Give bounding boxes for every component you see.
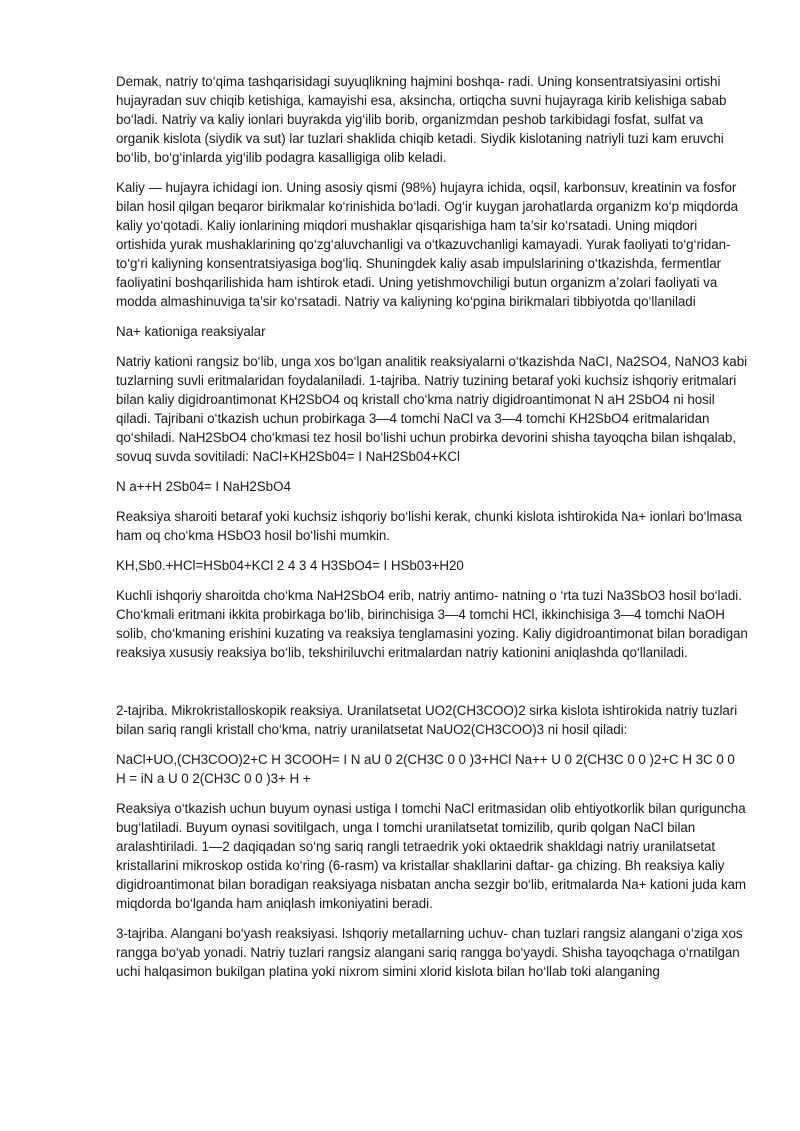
equation-uranyl-acetate: NaCl+UO,(CH3COO)2+C H 3COOH= I N aU 0 2(CH3C 0 0 )3+HCl Na++ U 0 2(CH3C 0 0 )2+C H 3C 0 0 H = iN a U 0 2(CH3C 0 0 )3+ H + xyxy=(116,752,735,786)
paragraph-experiment-3: 3-tajriba. Alangani bo‘yash reaksiyasi. Ishqoriy metallarning uchuv- chan tuzlari rangsiz alangani o‘ziga xos rangga bo‘yab yonadi. Natriy tuzlari rangsiz alangani sariq rangga bo‘yaydi. Shisha tayoqchaga o‘rnatilgan uchi halqasimon bukilgan platina yoki nixrom simini xlorid kislota bilan ho‘llab toki alanganing xyxy=(116,926,743,979)
equation-ionic-na-sbo4: N a++H 2Sb04= I NaH2SbO4 xyxy=(116,479,291,494)
paragraph-reaction-conditions: Reaksiya sharoiti betaraf yoki kuchsiz ishqoriy bo‘lishi kerak, chunki kislota ishtirokida Na+ ionlari bo‘lmasa ham oq cho‘kma HSbO3 hosil bo‘lishi mumkin. xyxy=(116,509,742,543)
paragraph-sodium-fluid-balance: Demak, natriy to‘qima tashqarisidagi suyuqlikning hajmini boshqa- radi. Uning konsentratsiyasini ortishi hujayradan suv chiqib ketishiga, kamayishi esa, aksincha, ortiqcha suvni hujayraga kirib kelishiga sabab bo‘ladi. Natriy va kaliy ionlari buyrakda yig‘ilib borib, organizmdan peshob tarkibidagi fosfat, sulfat va organik kislota (siydik va sut) lar tuzlari shaklida chiqib ketadi. Siydik kislotaning natriyli tuzi kam eruvchi bo‘lib, bo‘g‘inlarda yig‘ilib podagra kasalligiga olib keladi. xyxy=(116,74,727,165)
section-heading-na-cation-reactions: Na+ kationiga reaksiyalar xyxy=(116,324,266,339)
document-page xyxy=(116,72,748,992)
paragraph-experiment-1: Natriy kationi rangsiz bo‘lib, unga xos bo‘lgan analitik reaksiyalarni o‘tkazishda NaCI, Na2SO4, NaNO3 kabi tuzlarning suvli eritmalaridan foydalaniladi. 1-tajriba. Natriy tuzining betaraf yoki kuchsiz ishqoriy eritmalari bilan kaliy digidroantimonat KH2SbO4 oq kristall cho‘kma natriy digidroantimonat N aH 2SbO4 ni hosil qiladi. Tajribani o‘tkazish uchun probirkaga 3—4 tomchi NaCl va 3—4 tomchi KH2SbO4 eritmalaridan qo‘shiladi. NaH2SbO4 cho‘kmasi tez hosil bo‘lishi uchun probirka devorini shisha tayoqcha bilan ishqalab, sovuq suvda sovitiladi: NaCl+KH2Sb04= I NaH2Sb04+KCl xyxy=(116,354,748,464)
equation-hsbo3: KH,Sb0.+HCl=HSb04+KCl 2 4 3 4 H3SbO4= I HSb03+H20 xyxy=(116,558,464,573)
paragraph-alkaline-conditions: Kuchli ishqoriy sharoitda cho‘kma NaH2SbO4 erib, natriy antimo- natning o ‘rta tuzi Na3SbO3 hosil bo‘ladi. Cho‘kmali eritmani ikkita probirkaga bo‘lib, birinchisiga 3—4 tomchi HCl, ikkinchisiga 3—4 tomchi NaOH solib, cho‘kmaning erishini kuzating va reaksiya tenglamasini yozing. Kaliy digidroantimonat bilan boradigan reaksiya xususiy reaksiya bo‘lib, tekshiriluvchi eritmalardan natriy kationini aniqlashda qo‘llaniladi. xyxy=(116,588,748,660)
paragraph-experiment-2: 2-tajriba. Mikrokristalloskopik reaksiya. Uranilatsetat UO2(CH3COO)2 sirka kislota ishtirokida natriy tuzlari bilan sariq rangli kristall cho‘kma, natriy uranilatsetat NaUO2(CH3COO)3 ni hosil qiladi: xyxy=(116,703,738,737)
paragraph-potassium-intracellular: Kaliy — hujayra ichidagi ion. Uning asosiy qismi (98%) hujayra ichida, oqsil, karbonsuv, kreatinin va fosfor bilan hosil qilgan beqaror birikmalar ko‘rinishida bo‘ladi. Og‘ir kuygan jarohatlarda organizm ko‘p miqdorda kaliy yo‘qotadi. Kaliy ionlarining miqdori mushaklar qisqarishiga ham ta’sir ko‘rsatadi. Uning miqdori ortishida yurak mushaklarining qo‘zg‘aluvchanligi va o‘tkazuvchanligi kamayadi. Yurak faoliyati to‘g‘ridan-to‘g‘ri kaliyning konsentratsiyasiga bog‘liq. Shuningdek kaliy asab impulslarining o‘tkazishda, fermentlar faoliyatini boshqarilishida ham ishtirok etadi. Uning yetishmovchiligi butun organizm a’zolari faoliyati va modda almashinuviga ta’sir ko‘rsatadi. Natriy va kaliyning ko‘pgina birikmalari tibbiyotda qo‘llaniladi xyxy=(116,180,739,309)
paragraph-microscope-procedure: Reaksiya o‘tkazish uchun buyum oynasi ustiga I tomchi NaCl eritmasidan olib ehtiyotkorlik bilan qurigunсha bug‘latiladi. Buyum oynasi sovitilgach, unga I tomchi uranilatsetat tomizilib, qurib qolgan NaCl bilan aralashtiriladi. 1—2 daqiqadan so‘ng sariq rangli tetraedrik yoki oktaedrik shakldagi natriy uranilatsetat kristallarini mikroskop ostida ko‘ring (6-rasm) va kristallar shakllarini daftar- ga chizing. Bh reaksiya kaliy digidroantimonat bilan boradigan reaksiyaga nisbatan ancha sezgir bo‘lib, eritmalarda Na+ kationi juda kam miqdorda bo‘lganda ham aniqlash imkoniyatini beradi. xyxy=(116,801,747,911)
